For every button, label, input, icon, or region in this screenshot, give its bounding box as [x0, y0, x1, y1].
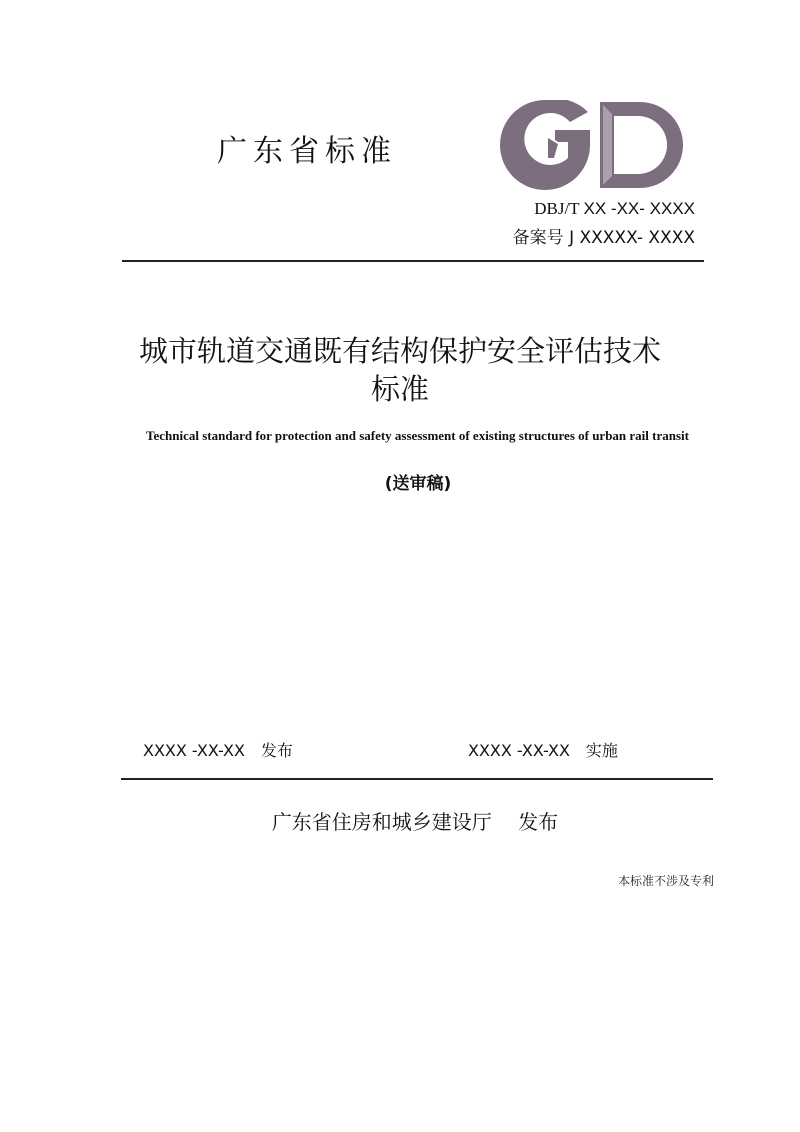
publish-date: XXXX -XX-XX 发布: [143, 741, 293, 760]
gd-logo: [500, 100, 686, 190]
document-title: [0, 332, 800, 408]
province-standard-label: 广东省标准: [217, 134, 397, 169]
standard-code: DBJ/T XX -XX- XXXX: [534, 199, 695, 218]
title-line-1: 城市轨道交通既有结构保护安全评估技术: [138, 334, 661, 368]
header-divider: [122, 260, 704, 262]
implement-date: XXXX -XX-XX 实施: [468, 741, 618, 760]
patent-note: 本标准不涉及专利: [617, 874, 714, 888]
footer-divider: [121, 778, 713, 780]
issuer: 广东省住房和城乡建设厅 发布: [271, 810, 559, 834]
english-title: Technical standard for protection and safety assessment of existing structures of urban rail transit: [146, 428, 689, 443]
title-line-2: 标准: [370, 372, 429, 406]
record-number: 备案号 J XXXXX- XXXX: [512, 228, 695, 248]
draft-status: (送审稿): [384, 474, 452, 494]
